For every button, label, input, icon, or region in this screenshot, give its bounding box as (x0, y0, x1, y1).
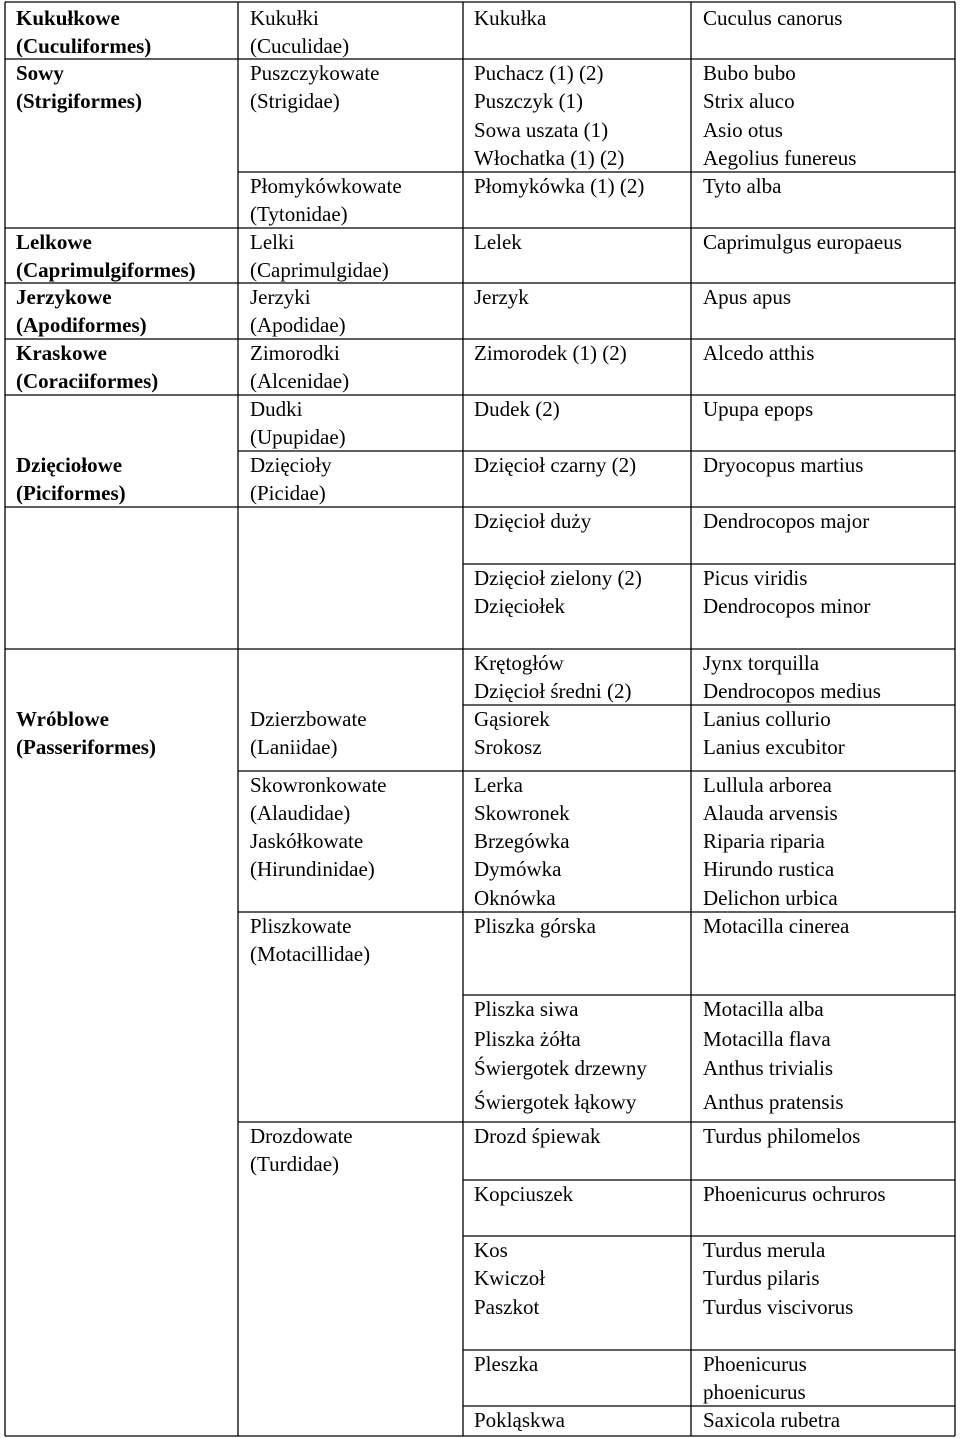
order-cell: Jerzykowe (Apodiformes) (16, 285, 147, 337)
species-polish-name: Dymówka (474, 857, 562, 882)
species-polish-name: Włochatka (1) (2) (474, 146, 625, 171)
species-polish-name: Lerka (474, 773, 523, 797)
order-cell: Sowy (Strigiformes) (16, 61, 142, 113)
species-latin-name: Delichon urbica (703, 885, 838, 910)
species-polish-name: Dzięciołek (474, 594, 565, 619)
species-latin-name: Anthus pratensis (703, 1090, 844, 1114)
family-cell: Puszczykowate (Strigidae) (250, 61, 380, 113)
species-polish-name: Świergotek łąkowy (474, 1090, 637, 1114)
species-latin-name: Anthus trivialis (703, 1056, 834, 1080)
order-cell: Dzięciołowe (Piciformes) (16, 453, 126, 505)
family-cell: Płomykówkowate (Tytonidae) (250, 174, 402, 226)
species-latin-name: Riparia riparia (703, 829, 825, 853)
species-latin-name: Strix aluco (703, 89, 795, 114)
species-polish-name: Dudek (2) (474, 397, 560, 421)
species-latin-name: Picus viridis (703, 566, 808, 590)
species-latin-name: Lanius collurio (703, 707, 831, 731)
species-latin-name: Tyto alba (703, 174, 782, 198)
species-latin-name: Turdus philomelos (703, 1124, 861, 1148)
species-latin-name: Hirundo rustica (703, 857, 835, 882)
species-polish-name: Skowronek (474, 801, 570, 826)
species-latin-name: Cuculus canorus (703, 6, 843, 30)
species-latin-name: Alcedo atthis (703, 341, 815, 365)
species-polish-name: Sowa uszata (1) (474, 117, 609, 142)
species-latin-name: Asio otus (703, 117, 783, 142)
species-polish-name: Oknówka (474, 885, 556, 910)
species-latin-name: Motacilla cinerea (703, 914, 850, 938)
family-cell: Jaskółkowate (Hirundinidae) (250, 829, 375, 881)
species-latin-name: Motacilla flava (703, 1027, 831, 1051)
family-cell: Dzięcioły (Picidae) (250, 453, 332, 505)
species-latin-name: Turdus pilaris (703, 1266, 820, 1291)
species-polish-name: Kos (474, 1238, 508, 1262)
species-polish-name: Dzięcioł czarny (2) (474, 453, 637, 477)
species-polish-name: Pliszka górska (474, 914, 596, 938)
species-polish-name: Puszczyk (1) (474, 89, 584, 114)
species-latin-name: Saxicola rubetra (703, 1408, 841, 1432)
family-cell: Skowronkowate (Alaudidae) (250, 773, 387, 825)
species-polish-name: Lelek (474, 230, 522, 254)
family-cell: Lelki (Caprimulgidae) (250, 230, 389, 282)
species-latin-name: Dendrocopos minor (703, 594, 871, 619)
species-polish-name: Gąsiorek (474, 707, 550, 731)
species-latin-name: Phoenicurus phoenicurus (703, 1352, 807, 1404)
species-polish-name: Srokosz (474, 735, 542, 760)
species-latin-name: Turdus merula (703, 1238, 826, 1262)
species-polish-name: Kopciuszek (474, 1182, 574, 1206)
family-cell: Dzierzbowate (Laniidae) (250, 707, 367, 759)
species-latin-name: Motacilla alba (703, 997, 824, 1021)
species-polish-name: Dzięcioł zielony (2) (474, 566, 642, 590)
species-latin-name: Apus apus (703, 285, 792, 309)
species-latin-name: Turdus viscivorus (703, 1294, 854, 1319)
species-polish-name: Krętogłów (474, 651, 564, 675)
family-cell: Pliszkowate (Motacillidae) (250, 914, 371, 966)
species-latin-name: Dendrocopos medius (703, 679, 881, 704)
species-latin-name: Aegolius funereus (703, 146, 857, 171)
species-polish-name: Dzięcioł duży (474, 509, 592, 533)
family-cell: Dudki (Upupidae) (250, 397, 346, 449)
family-cell: Jerzyki (Apodidae) (250, 285, 346, 337)
species-latin-name: Lullula arborea (703, 773, 832, 797)
species-latin-name: Bubo bubo (703, 61, 796, 85)
species-latin-name: Lanius excubitor (703, 735, 845, 760)
species-polish-name: Płomykówka (1) (2) (474, 174, 645, 198)
order-cell: Kraskowe (Coraciiformes) (16, 341, 159, 393)
family-cell: Drozdowate (Turdidae) (250, 1124, 353, 1176)
species-polish-name: Dzięcioł średni (2) (474, 679, 632, 704)
species-polish-name: Świergotek drzewny (474, 1056, 647, 1080)
order-cell: Kukułkowe (Cuculiformes) (16, 6, 152, 58)
species-latin-name: Phoenicurus ochruros (703, 1182, 886, 1206)
species-latin-name: Dryocopus martius (703, 453, 864, 477)
species-latin-name: Dendrocopos major (703, 509, 870, 533)
species-polish-name: Drozd śpiewak (474, 1124, 601, 1148)
species-polish-name: Pliszka siwa (474, 997, 579, 1021)
species-polish-name: Pliszka żółta (474, 1027, 581, 1051)
order-cell: Lelkowe (Caprimulgiformes) (16, 230, 196, 282)
species-polish-name: Brzegówka (474, 829, 570, 853)
family-cell: Kukułki (Cuculidae) (250, 6, 350, 58)
species-polish-name: Zimorodek (1) (2) (474, 341, 627, 365)
species-polish-name: Kukułka (474, 6, 547, 30)
species-latin-name: Alauda arvensis (703, 801, 838, 826)
species-polish-name: Jerzyk (474, 285, 529, 309)
species-latin-name: Jynx torquilla (703, 651, 820, 675)
species-latin-name: Caprimulgus europaeus (703, 230, 902, 254)
species-polish-name: Pleszka (474, 1352, 539, 1376)
species-latin-name: Upupa epops (703, 397, 814, 421)
species-polish-name: Paszkot (474, 1294, 540, 1319)
species-polish-name: Pokląskwa (474, 1408, 565, 1432)
order-cell: Wróblowe (Passeriformes) (16, 707, 156, 759)
species-polish-name: Kwiczoł (474, 1266, 546, 1291)
family-cell: Zimorodki (Alcenidae) (250, 341, 350, 393)
species-polish-name: Puchacz (1) (2) (474, 61, 604, 85)
